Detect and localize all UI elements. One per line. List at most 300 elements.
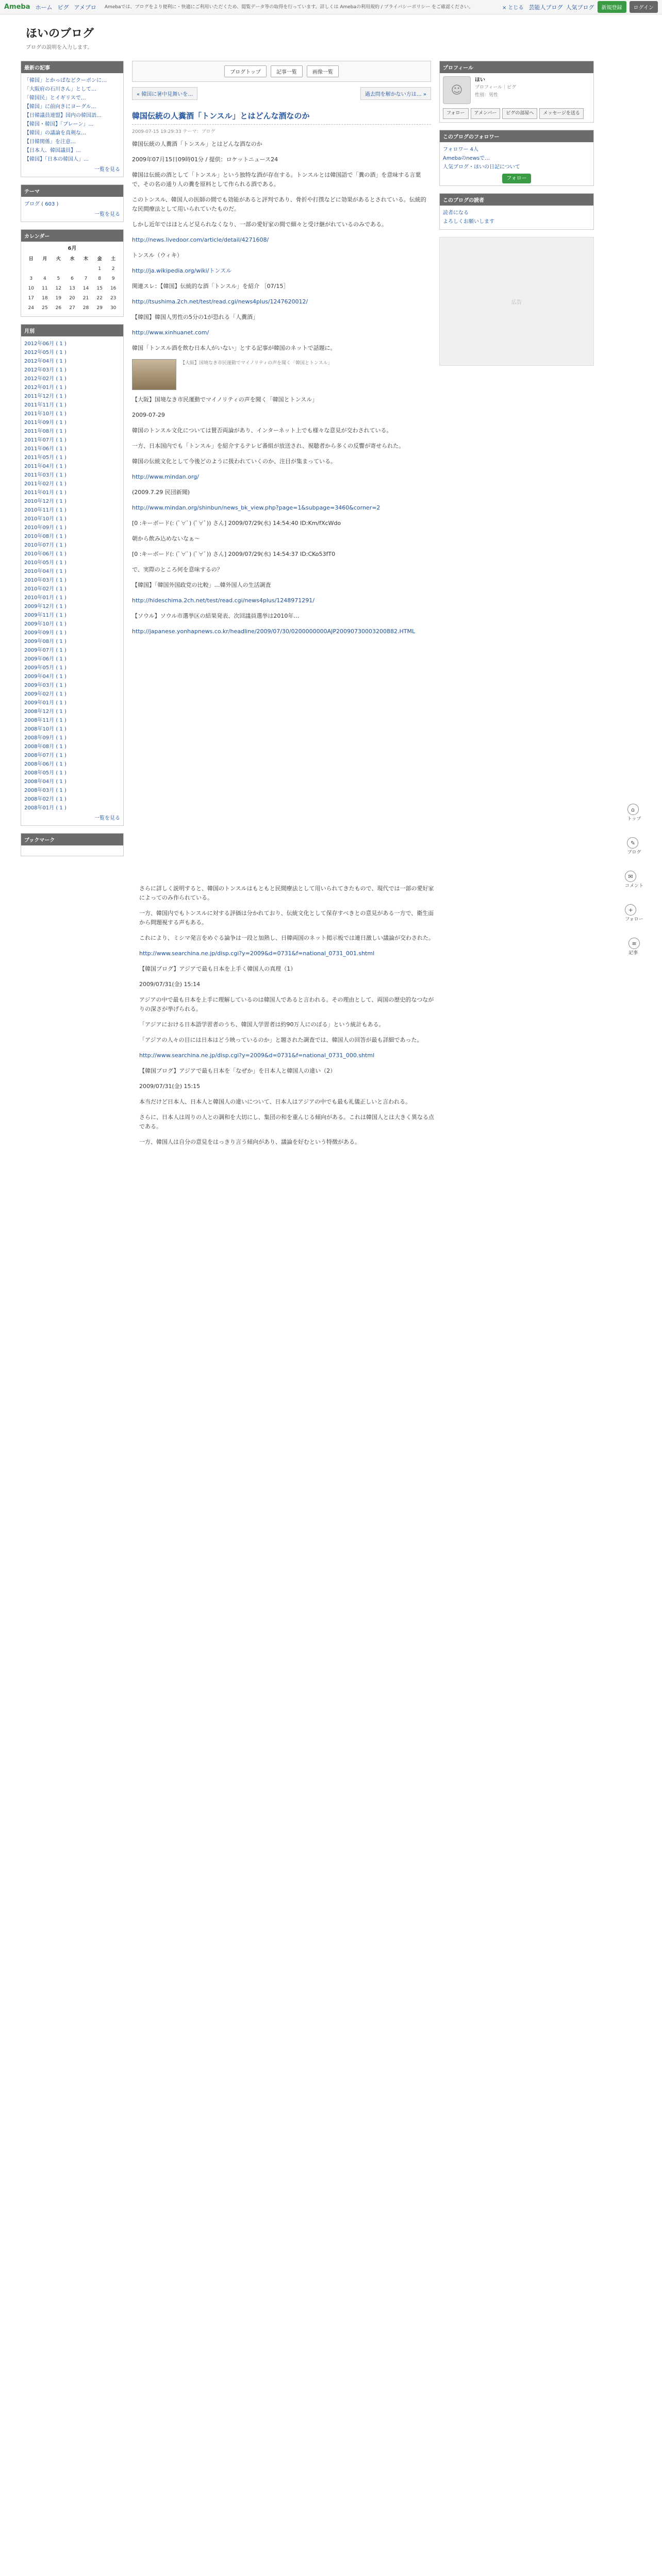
latest-entry-item (24, 155, 120, 164)
calendar-day[interactable]: 7 (84, 276, 88, 281)
theme-more-link[interactable]: 一覧を見る (94, 212, 120, 217)
archive-item (24, 445, 120, 453)
latest-entries-heading: 最新の記事 (21, 61, 123, 73)
archive-item (24, 453, 120, 462)
entry-paragraph: 朝から飲み込めないなぁ～ (132, 535, 200, 542)
entry-link[interactable]: http://hideschima.2ch.net/test/read.cgi/news4plus/1248971291/ (132, 597, 315, 604)
follow-blog-button[interactable]: フォロー (502, 174, 531, 183)
archive-item (24, 480, 120, 488)
archive-item (24, 410, 120, 418)
archive-item (24, 383, 120, 392)
latest-entry-item (24, 111, 120, 120)
archive-item (24, 541, 120, 550)
calendar-weekday: 月 (42, 257, 47, 262)
archive-item (24, 427, 120, 436)
archive-link[interactable]: 2011年04月 ( 1 ) (24, 464, 67, 469)
calendar-day[interactable]: 20 (69, 296, 75, 301)
archive-link[interactable]: 2011年10月 ( 1 ) (24, 411, 67, 417)
latest-entry-link[interactable]: 「大阪府の石川さん」として… (24, 87, 96, 92)
archive-item (24, 804, 120, 812)
archive-link[interactable]: 2012年03月 ( 1 ) (24, 367, 67, 373)
entry-paragraph: 2009/07/31(金) 15:14 (139, 981, 201, 988)
latest-entry-item (24, 76, 120, 85)
profile-box (439, 61, 594, 123)
entry-paragraph: 2009年07月15日09時01分 / 提供：ロケットニュース24 (132, 156, 278, 163)
entry-paragraph: 一方、韓国内でもトンスルに対する評価は分かれており、伝統文化として保存すべきとの意見がある一方で、衛生面から問題視する声もある。 (139, 910, 434, 926)
archive-link[interactable]: 2012年02月 ( 1 ) (24, 376, 67, 382)
archive-item (24, 375, 120, 383)
latest-entry-item (24, 85, 120, 94)
archive-link[interactable]: 2009年08月 ( 1 ) (24, 639, 67, 645)
calendar-day[interactable]: 18 (42, 296, 48, 301)
archive-item (24, 436, 120, 445)
archive-item (24, 620, 120, 629)
archive-item (24, 462, 120, 471)
latest-entry-link[interactable]: 【日本人、韓国議員】… (24, 148, 81, 154)
profile-heading: プロフィール (440, 61, 593, 73)
archive-item (24, 550, 120, 558)
archive-item (24, 497, 120, 506)
archive-item (24, 760, 120, 769)
floating-side-menu (624, 804, 644, 956)
follower-box (439, 130, 594, 186)
calendar-day[interactable]: 5 (57, 276, 60, 281)
reader-link[interactable]: 読者になる (443, 210, 469, 216)
archive-item (24, 707, 120, 716)
archive-item (24, 769, 120, 777)
archive-link[interactable]: 2008年12月 ( 1 ) (24, 709, 67, 715)
archive-link[interactable]: 2008年05月 ( 1 ) (24, 770, 67, 776)
nav-pigg[interactable]: ピグ (57, 4, 69, 11)
archive-item (24, 357, 120, 366)
top-right (529, 1, 658, 13)
calendar-day[interactable]: 28 (82, 306, 89, 311)
calendar-day[interactable]: 26 (55, 306, 62, 311)
archive-item (24, 716, 120, 725)
archive-item (24, 602, 120, 611)
calendar-day[interactable]: 1 (98, 266, 101, 272)
latest-entry-link[interactable]: 【韓国」に前向きにヨーグル… (24, 104, 96, 110)
entry-paragraph: これにより、ミシマ発言をめぐる論争は一段と加熱し、日韓両国のネット掲示板では連日激しい議論が交わされた。 (139, 935, 434, 941)
archive-link[interactable]: 2009年05月 ( 1 ) (24, 665, 67, 671)
calendar-weekday: 水 (70, 257, 75, 262)
float-label: コメント (624, 884, 643, 889)
profile-meta: 性別：男性 (475, 93, 499, 98)
archive-link[interactable]: 2008年08月 ( 1 ) (24, 744, 67, 750)
archive-item (24, 366, 120, 375)
archive-list (24, 340, 120, 812)
blog-icon[interactable]: ✎ (627, 837, 638, 849)
archive-link[interactable]: 2009年12月 ( 1 ) (24, 604, 67, 609)
archive-link[interactable]: 2008年01月 ( 1 ) (24, 805, 67, 811)
latest-entry-item (24, 129, 120, 138)
entry-paragraph: (2009.7.29 民団新聞) (132, 489, 190, 496)
message-button[interactable]: メッセージを送る (539, 108, 583, 119)
cookie-notice: Amebaでは、ブログをより便利に・快適にご利用いただくため、閲覧データ等の取得を行っています。詳しくは Amebaの利用規約 / プライバシーポリシー をご確認ください。 (104, 4, 474, 10)
archive-link[interactable]: 2009年02月 ( 1 ) (24, 691, 67, 697)
entry-paragraph: アジアの中で最も日本を上手に理解しているのは韓国人であると言われる。その理由として、両国の歴史的なつながりの深さが挙げられる。 (139, 996, 434, 1012)
entry-link[interactable]: http://www.searchina.ne.jp/disp.cgi?y=2009&d=0731&f=national_0731_000.shtml (139, 1052, 375, 1059)
calendar-day[interactable]: 23 (110, 296, 117, 301)
calendar-day[interactable]: 9 (111, 276, 115, 281)
calendar-day (38, 264, 52, 274)
calendar-day[interactable]: 17 (28, 296, 34, 301)
archive-link[interactable]: 2009年09月 ( 1 ) (24, 630, 67, 636)
nav-home[interactable]: ホーム (35, 4, 53, 11)
next-entry-link[interactable]: 過去問を解かない方は… » (360, 87, 431, 100)
entry-link[interactable]: http://japanese.yonhapnews.co.kr/headline/2009/07/30/0200000000AJP20090730003200882.HTML (132, 628, 416, 635)
float-label: ブログ (627, 850, 641, 855)
left-sidebar (21, 61, 124, 863)
entry-body (132, 140, 431, 353)
entry-body-3 (139, 884, 438, 1147)
entry-pager (132, 87, 431, 100)
entry-paragraph: [0 :キーボード(: (ﾟ∀ﾟ) (ﾟ∀ﾟ)) さん] 2009/07/29(水) 14:54:37 ID:CKo53fT0 (132, 551, 336, 557)
follower-heading: このブログのフォロワー (440, 130, 593, 142)
archive-link[interactable]: 2011年08月 ( 1 ) (24, 429, 67, 434)
entry-paragraph: [0 :キーボード(: (ﾟ∀ﾟ) (ﾟ∀ﾟ)) さん] 2009/07/29(水) 14:54:40 ID:Km/fXcWdo (132, 520, 341, 527)
calendar-day[interactable]: 29 (96, 306, 103, 311)
entry-paragraph: で、実際のところ何を意味するの？ (132, 566, 223, 573)
calendar-day[interactable]: 10 (28, 286, 34, 291)
archive-item (24, 506, 120, 515)
archive-box (21, 324, 124, 826)
archive-more-link[interactable]: 一覧を見る (94, 816, 120, 821)
archive-link[interactable]: 2008年04月 ( 1 ) (24, 779, 67, 785)
follow-button[interactable]: フォロー (443, 108, 469, 119)
archive-link[interactable]: 2009年01月 ( 1 ) (24, 700, 67, 706)
calendar-day[interactable]: 11 (42, 286, 48, 291)
archive-item (24, 777, 120, 786)
archive-link[interactable]: 2009年04月 ( 1 ) (24, 674, 67, 680)
latest-entry-link[interactable]: 【日韓議員連盟】国内の韓国語… (24, 113, 102, 118)
image-list-button[interactable]: 画像一覧 (307, 65, 339, 77)
entry-title[interactable]: 韓国伝統の人糞酒「トンスル」とはどんな酒なのか (132, 107, 431, 125)
archive-link[interactable]: 2012年06月 ( 1 ) (24, 341, 67, 347)
archive-link[interactable]: 2011年11月 ( 1 ) (24, 402, 67, 408)
entry-paragraph: トンスル（ウィキ） (132, 252, 183, 259)
archive-item (24, 558, 120, 567)
entry-paragraph: 「アジアにおける日本語学習者のうち、韓国人学習者は約90万人にのぼる」という統計もある。 (139, 1021, 385, 1028)
archive-link[interactable]: 2012年04月 ( 1 ) (24, 359, 67, 364)
prev-entry-link[interactable]: « 韓国に暑中見舞いを… (132, 87, 197, 100)
entry-paragraph: 【韓国ブログ】アジアで最も日本を上手く韓国人の真理（1） (139, 965, 296, 972)
archive-link[interactable]: 2008年10月 ( 1 ) (24, 726, 67, 732)
entry-paragraph: 韓国は伝統の酒として「トンスル」という独特な酒が存在する。トンスルとは韓国語で「糞の酒」を意味する言葉で、その名の通り人の糞を原料として作られる酒である。 (132, 172, 421, 188)
entry-paragraph: 【韓国ブログ】アジアで最も日本を「なぜか」を日本人と韓国人の違い（2） (139, 1067, 336, 1074)
archive-item (24, 725, 120, 734)
latest-entries-box (21, 61, 124, 177)
blog-nav-bar (132, 61, 431, 82)
archive-link[interactable]: 2009年11月 ( 1 ) (24, 613, 67, 618)
follower-item[interactable]: Amebaのnewsで… (443, 156, 490, 161)
ad-slot[interactable] (439, 237, 594, 366)
entry-paragraph: 一方、日本国内でも「トンスル」を紹介するテレビ番組が放送され、視聴者から多くの反響が寄せられた。 (132, 443, 405, 449)
archive-heading: 月別 (21, 325, 123, 336)
quoted-image-block (132, 359, 431, 390)
latest-entry-link[interactable]: 【日韓関係」を注意… (24, 139, 76, 145)
entry-paragraph: 「アジアの人々の目には日本はどう映っているのか」と題された調査では、韓国人の回答が最も詳細であった。 (139, 1037, 423, 1043)
archive-item (24, 348, 120, 357)
latest-entry-link[interactable]: 【韓国】「日本の韓国人」… (24, 157, 89, 162)
float-label: 記事 (628, 951, 638, 956)
archive-link[interactable]: 2008年09月 ( 1 ) (24, 735, 67, 741)
follower-count[interactable]: フォロワー 4人 (443, 147, 479, 152)
latest-entry-link[interactable]: 「韓国」とかっぱなどクーポンに… (24, 78, 107, 83)
archive-link[interactable]: 2010年07月 ( 1 ) (24, 543, 67, 548)
archive-item (24, 418, 120, 427)
calendar-day (65, 264, 79, 274)
latest-entry-link[interactable]: 【韓国」の議論を真剣な… (24, 130, 86, 136)
latest-more-link[interactable]: 一覧を見る (94, 167, 120, 173)
follower-item[interactable]: 人気ブログ・ほいの日記について (443, 164, 520, 170)
profile-name[interactable]: ほい (475, 77, 485, 83)
calendar-month: 6月 (68, 246, 77, 251)
top-nav (36, 3, 96, 11)
blog-top-button[interactable]: ブログトップ (224, 65, 267, 77)
archive-link[interactable]: 2011年09月 ( 1 ) (24, 420, 67, 426)
archive-item (24, 786, 120, 795)
archive-item (24, 611, 120, 620)
entry-link[interactable]: http://news.livedoor.com/article/detail/4271608/ (132, 236, 269, 243)
latest-entry-item (24, 120, 120, 129)
calendar-day[interactable]: 19 (55, 296, 62, 301)
profile-links[interactable]: プロフィール｜ピグ (475, 85, 517, 90)
archive-link[interactable]: 2011年06月 ( 1 ) (24, 446, 67, 452)
calendar-day (24, 264, 38, 274)
calendar-day[interactable]: 15 (96, 286, 103, 291)
entry-link[interactable]: http://www.xinhuanet.com/ (132, 329, 209, 336)
calendar-weekday: 木 (84, 257, 89, 262)
calendar-day[interactable]: 24 (28, 306, 34, 311)
archive-item (24, 488, 120, 497)
archive-link[interactable]: 2010年09月 ( 1 ) (24, 525, 67, 531)
archive-link[interactable]: 2009年10月 ( 1 ) (24, 621, 67, 627)
article-icon[interactable]: ≡ (628, 938, 640, 949)
calendar-weekday: 金 (97, 257, 102, 262)
news-photo (132, 359, 176, 390)
archive-link[interactable]: 2010年08月 ( 1 ) (24, 534, 67, 539)
ad-label: 広告 (511, 299, 522, 306)
archive-item (24, 567, 120, 576)
archive-link[interactable]: 2010年11月 ( 1 ) (24, 507, 67, 513)
archive-link[interactable]: 2012年01月 ( 1 ) (24, 385, 67, 391)
entry-paragraph: 韓国伝統の人糞酒「トンスル」とはどんな酒なのか (132, 141, 262, 147)
reader-box (439, 193, 594, 230)
entry-paragraph: 本当だけど日本人、日本人と韓国人の違いについて、日本人はアジアの中でも最も礼儀正しいと言われる。 (139, 1098, 411, 1105)
entry-paragraph: 【大阪】国境なき市民運動でマイノリティの声を聞く「韓国とトンスル」 (132, 396, 318, 403)
entry-paragraph: 【韓国】韓国人男性の5分の1が恐れる「人糞酒」 (132, 314, 258, 320)
entry-paragraph: 一方、韓国人は自分の意見をはっきり言う傾向があり、議論を好むという特徴がある。 (139, 1139, 360, 1145)
close-notice-button[interactable]: × とじる (502, 5, 524, 11)
archive-link[interactable]: 2008年02月 ( 1 ) (24, 796, 67, 802)
archive-link[interactable]: 2011年05月 ( 1 ) (24, 455, 67, 461)
archive-link[interactable]: 2008年06月 ( 1 ) (24, 761, 67, 767)
archive-item (24, 672, 120, 681)
calendar-weekday: 日 (28, 257, 34, 262)
calendar-day[interactable]: 14 (82, 286, 89, 291)
entry-paragraph: さらに詳しく説明すると、韓国のトンスルはもともと民間療法として用いられてきたもので、現代では一部の愛好家によってのみ作られている。 (139, 885, 434, 901)
entry-link[interactable]: http://tsushima.2ch.net/test/read.cgi/news4plus/1247620012/ (132, 298, 308, 305)
archive-link[interactable]: 2011年03月 ( 1 ) (24, 472, 67, 478)
entry-paragraph: 【韓国】「韓国外国政党の比較」…韓外国人の生活調査 (132, 582, 271, 588)
amember-button[interactable]: アメンバー (471, 108, 501, 119)
calendar-box (21, 229, 124, 317)
calendar-day[interactable]: 22 (96, 296, 103, 301)
calendar-day[interactable]: 2 (111, 266, 115, 272)
archive-link[interactable]: 2011年12月 ( 1 ) (24, 394, 67, 399)
archive-item (24, 751, 120, 760)
archive-link[interactable]: 2010年04月 ( 1 ) (24, 569, 67, 574)
latest-entry-item (24, 94, 120, 103)
archive-link[interactable]: 2008年03月 ( 1 ) (24, 788, 67, 793)
archive-item (24, 401, 120, 410)
home-icon[interactable]: ⌂ (627, 804, 639, 815)
archive-link[interactable]: 2008年11月 ( 1 ) (24, 718, 67, 723)
latest-entry-item (24, 146, 120, 155)
page-layout (0, 61, 662, 863)
entry-paragraph: このトンスル、韓国人の医師の間でも効能があると評判であり、骨折や打撲などに効果があるとされている。伝統的な民間療法として用いられていたものだ。 (132, 196, 426, 212)
archive-item (24, 629, 120, 637)
archive-link[interactable]: 2008年07月 ( 1 ) (24, 753, 67, 758)
archive-link[interactable]: 2009年07月 ( 1 ) (24, 648, 67, 653)
celeb-blog-link[interactable]: 芸能人ブログ (528, 4, 563, 11)
calendar-day[interactable]: 3 (29, 276, 33, 281)
archive-item (24, 585, 120, 594)
theme-item[interactable]: ブログ ( 603 ) (24, 201, 59, 207)
nav-ameblo[interactable]: アメブロ (74, 4, 96, 11)
calendar-heading: カレンダー (21, 230, 123, 242)
archive-item (24, 795, 120, 804)
calendar-day[interactable]: 6 (71, 276, 74, 281)
popular-blog-link[interactable]: 人気ブログ (566, 4, 594, 11)
bookmark-box (21, 833, 124, 856)
reader-heading: このブログの読者 (440, 194, 593, 206)
calendar-day (52, 264, 65, 274)
entry-paragraph: しかし近年ではほとんど見られなくなり、一部の愛好家の間で細々と受け継がれているのみである。 (132, 221, 387, 228)
calendar-day[interactable]: 4 (43, 276, 46, 281)
archive-item (24, 699, 120, 707)
calendar-table (24, 255, 120, 313)
reader-item[interactable]: よろしくお願いします (443, 219, 494, 225)
entry-meta: 2009-07-15 19:29:33 テーマ：ブログ (132, 129, 216, 134)
latest-entry-item (24, 138, 120, 146)
entry-paragraph: 【ソウル】ソウル市選挙区の結果発表、次回議員選挙は2010年… (132, 613, 300, 619)
calendar-day[interactable]: 8 (98, 276, 101, 281)
entry-paragraph: 韓国の伝統文化として今後どのように扱われていくのか、注目が集まっている。 (132, 458, 336, 465)
latest-entry-link[interactable]: 「韓国民」とイギリスで… (24, 95, 86, 101)
archive-item (24, 637, 120, 646)
entry-paragraph: 2009-07-29 (132, 412, 165, 418)
calendar-day[interactable]: 25 (42, 306, 48, 311)
blog-description: ブログの説明を入力します。 (26, 45, 93, 50)
theme-box (21, 184, 124, 222)
blog-header (0, 14, 662, 61)
archive-item (24, 594, 120, 602)
archive-item (24, 681, 120, 690)
entry-paragraph: 韓国のトンスル文化については賛否両論があり、インターネット上でも様々な意見が交わされている。 (132, 427, 392, 434)
blog-title[interactable]: ほいのブログ (26, 27, 94, 40)
avatar[interactable]: ☺ (443, 76, 471, 104)
continued-content (0, 884, 662, 1147)
bookmark-heading: ブックマーク (21, 834, 123, 845)
login-button[interactable]: ログイン (630, 1, 658, 13)
archive-link[interactable]: 2009年03月 ( 1 ) (24, 683, 67, 688)
archive-link[interactable]: 2010年06月 ( 1 ) (24, 551, 67, 557)
archive-link[interactable]: 2010年01月 ( 1 ) (24, 595, 67, 601)
entry-link[interactable]: http://www.mindan.org/ (132, 473, 199, 480)
archive-item (24, 734, 120, 742)
calendar-day[interactable]: 27 (69, 306, 75, 311)
latest-entry-item (24, 103, 120, 111)
calendar-weekday: 火 (56, 257, 61, 262)
latest-entry-link[interactable]: 【韓国・韓国】「ブレーン」… (24, 122, 94, 127)
comment-icon[interactable]: ✉ (625, 871, 636, 882)
archive-item (24, 340, 120, 348)
ameba-logo[interactable]: Ameba (4, 3, 30, 11)
archive-link[interactable]: 2009年06月 ( 1 ) (24, 656, 67, 662)
archive-link[interactable]: 2011年01月 ( 1 ) (24, 490, 67, 496)
archive-item (24, 655, 120, 664)
entry-link[interactable]: http://www.mindan.org/shinbun/news_bk_view.php?page=1&subpage=3460&corner=2 (132, 504, 380, 511)
entry-link[interactable]: http://ja.wikipedia.org/wiki/トンスル (132, 267, 232, 274)
archive-item (24, 532, 120, 541)
photo-caption: 【大阪】国境なき市民運動でマイノリティの声を聞く「韓国とトンスル」 (180, 361, 333, 366)
archive-link[interactable]: 2010年10月 ( 1 ) (24, 516, 67, 522)
signup-button[interactable]: 新規登録 (598, 1, 626, 13)
calendar-weekday: 土 (111, 257, 116, 262)
archive-item (24, 664, 120, 672)
main-content (132, 61, 431, 863)
archive-item (24, 742, 120, 751)
entry-list-button[interactable]: 記事一覧 (271, 65, 303, 77)
archive-item (24, 471, 120, 480)
archive-link[interactable]: 2010年02月 ( 1 ) (24, 586, 67, 592)
archive-link[interactable]: 2011年07月 ( 1 ) (24, 437, 67, 443)
follow-icon[interactable]: + (625, 904, 636, 916)
float-label: トップ (627, 817, 641, 822)
archive-item (24, 690, 120, 699)
archive-item (24, 392, 120, 401)
archive-item (24, 515, 120, 523)
archive-link[interactable]: 2010年12月 ( 1 ) (24, 499, 67, 504)
entry-paragraph: 関連スレ：【韓国】伝統的な酒「トンスル」を紹介 ［07/15］ (132, 283, 289, 290)
calendar-day[interactable]: 13 (69, 286, 75, 291)
archive-item (24, 576, 120, 585)
entry-body-2 (132, 395, 431, 636)
calendar-day[interactable]: 12 (55, 286, 62, 291)
calendar-day[interactable]: 21 (82, 296, 89, 301)
float-label: フォロー (625, 917, 643, 922)
entry-paragraph: さらに、日本人は周りの人との調和を大切にし、集団の和を重んじる傾向がある。これは韓国人とは大きく異なる点である。 (139, 1114, 434, 1130)
archive-link[interactable]: 2010年05月 ( 1 ) (24, 560, 67, 566)
latest-entries-list (24, 76, 120, 164)
archive-link[interactable]: 2012年05月 ( 1 ) (24, 350, 67, 355)
top-bar (0, 0, 662, 14)
calendar-day[interactable]: 16 (110, 286, 117, 291)
right-sidebar (439, 61, 594, 863)
entry-paragraph: 2009/07/31(金) 15:15 (139, 1083, 201, 1090)
archive-link[interactable]: 2011年02月 ( 1 ) (24, 481, 67, 487)
archive-link[interactable]: 2010年03月 ( 1 ) (24, 578, 67, 583)
entry-paragraph: 韓国「トンスル酒を飲む日本人がいない」とする記事が韓国のネットで話題に。 (132, 345, 336, 351)
pigg-room-button[interactable]: ピグの部屋へ (502, 108, 537, 119)
theme-heading: テーマ (21, 185, 123, 197)
archive-item (24, 523, 120, 532)
archive-item (24, 646, 120, 655)
entry-link[interactable]: http://www.searchina.ne.jp/disp.cgi?y=2009&d=0731&f=national_0731_001.shtml (139, 950, 375, 957)
calendar-day[interactable]: 30 (110, 306, 117, 311)
